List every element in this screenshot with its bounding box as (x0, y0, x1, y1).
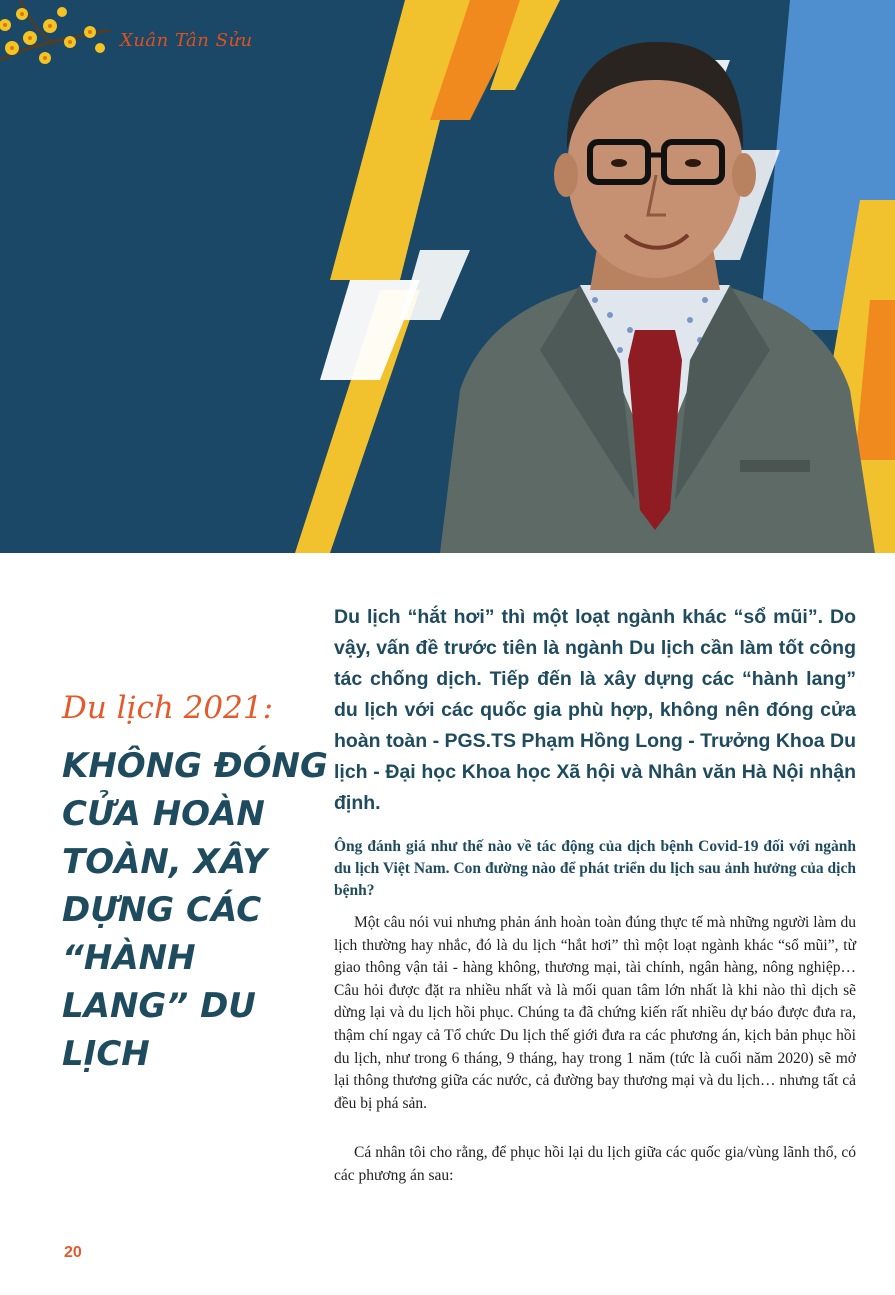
article-headline: KHÔNG ĐÓNG CỬA HOÀN TOÀN, XÂY DỰNG CÁC “HÀNH LANG” DU LỊCH (62, 746, 328, 1074)
body-paragraph: Cá nhân tôi cho rằng, để phục hồi lại du lịch giữa các quốc gia/vùng lãnh thổ, có các phương án sau: (334, 1144, 856, 1184)
body-paragraph: Một câu nói vui nhưng phản ánh hoàn toàn đúng thực tế mà những người làm du lịch thường hay nhắc, đó là du lịch “hắt hơi” thì một loạt ngành khác “sổ mũi”, từ giao thông vận tải - hàng không, thương mại, tài chính, ngân hàng, nông nghiệp… Câu hỏi được đặt ra nhiều nhất và là mối quan tâm lớn nhất là khi nào thì dịch sẽ dừng lại và du lịch hồi phục. Chúng ta đã chứng kiến rất nhiều dự báo được đưa ra, thậm chí ngay cả Tổ chức Du lịch thế giới đưa ra các phương án, kịch bản phục hồi du lịch, như trong 6 tháng, 9 tháng, hay trong 1 năm (tức là cuối năm 2020) sẽ mở lại thông thương giữa các nước, cả đường bay thương mại và du lịch… nhưng tất cả đều bị phá sản. (334, 914, 856, 1112)
apricot-blossom-icon (0, 0, 120, 75)
portrait-person (420, 30, 895, 553)
hero-photo (0, 0, 895, 553)
section-title: Xuân Tân Sửu (120, 30, 253, 51)
article-kicker: Du lịch 2021: (62, 690, 274, 726)
interview-question: Ông đánh giá như thế nào về tác động của dịch bệnh Covid-19 đối với ngành du lịch Việt Nam. Con đường nào để phát triển du lịch sau ảnh hưởng của dịch bệnh? (334, 838, 856, 899)
article-lead: Du lịch “hắt hơi” thì một loạt ngành khác “sổ mũi”. Do vậy, vấn đề trước tiên là ngành Du lịch cần làm tốt công tác chống dịch. Tiếp đến là xây dựng các “hành lang” du lịch với các quốc gia phù hợp, không nên đóng cửa hoàn toàn - PGS.TS Phạm Hồng Long - Trưởng Khoa Du lịch - Đại học Khoa học Xã hội và Nhân văn Hà Nội nhận định. (334, 606, 856, 814)
page-number: 20 (64, 1244, 82, 1261)
